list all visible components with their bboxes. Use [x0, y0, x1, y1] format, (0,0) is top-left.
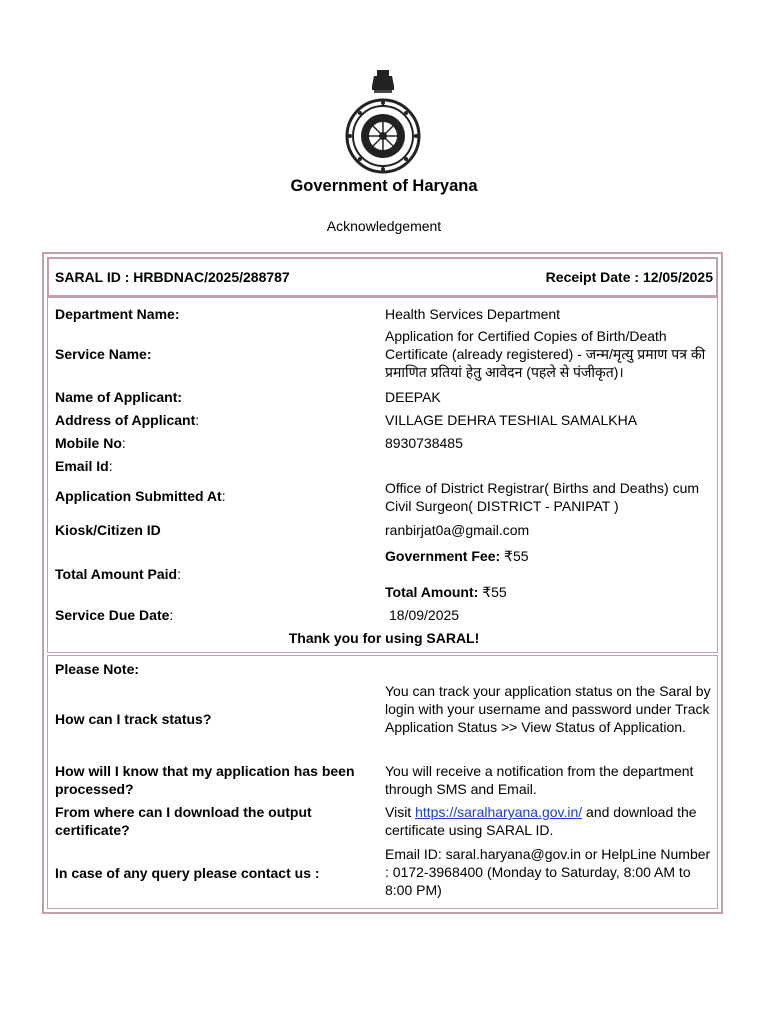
- page-subtitle: Acknowledgement: [326, 218, 442, 234]
- email-label: Email Id: [55, 458, 109, 474]
- receipt-date: Receipt Date : 12/05/2025: [545, 269, 713, 285]
- faq-question-processed: How will I know that my application has been processed?: [55, 763, 355, 797]
- submitted-value: Office of District Registrar( Births and Deaths) cum Civil Surgeon( DISTRICT - PANIPAT ): [385, 480, 700, 514]
- department-value: Health Services Department: [385, 306, 561, 322]
- total-amount-value: ₹55: [482, 584, 507, 600]
- due-label-row: [55, 606, 173, 624]
- mobile-label-row: [55, 434, 126, 452]
- faq-answer-processed: You will receive a notification from the department through SMS and Email.: [385, 763, 694, 797]
- faq-question-download: From where can I download the output certificate?: [55, 804, 312, 838]
- address-label-row: [55, 411, 199, 429]
- due-label: Service Due Date: [55, 607, 170, 623]
- applicant-label: Name of Applicant:: [55, 389, 183, 405]
- total-amount-label: Total Amount:: [385, 584, 479, 600]
- faq-answer-track: You can track your application status on the Saral by login with your username and password under Track Application Status >> View Status of Application.: [385, 683, 711, 735]
- service-value: Application for Certified Copies of Birth/Death Certificate (already registered) - जन्म/मृत्यु प्रमाण पत्र की प्रमाणित प्रतियां हेतु आवेदन (पहले से पंजीकृत)।: [385, 328, 706, 380]
- address-value: VILLAGE DEHRA TESHIAL SAMALKHA: [385, 412, 638, 428]
- gov-fee-row: [385, 547, 529, 565]
- due-colon: :: [169, 607, 174, 623]
- thank-you-message: Thank you for using SARAL!: [288, 630, 480, 646]
- kiosk-label: Kiosk/Citizen ID: [55, 522, 161, 538]
- department-label: Department Name:: [55, 306, 180, 322]
- page-title: Government of Haryana: [290, 177, 478, 195]
- total-paid-label: Total Amount Paid: [55, 566, 178, 582]
- faq-question-track: How can I track status?: [55, 711, 212, 727]
- faq-answer-contact: Email ID: saral.haryana@gov.in or HelpLine Number : 0172-3968400 (Monday to Saturday, 8:00 AM to 8:00 PM): [385, 846, 711, 898]
- address-colon: :: [195, 412, 200, 428]
- service-label: Service Name:: [55, 346, 152, 362]
- kiosk-value: ranbirjat0a@gmail.com: [385, 522, 530, 538]
- faq-question-contact: In case of any query please contact us :: [55, 865, 320, 881]
- gov-fee-value: ₹55: [504, 548, 529, 564]
- email-label-row: [55, 457, 113, 475]
- mobile-label: Mobile No: [55, 435, 122, 451]
- total-amount-row: [385, 583, 507, 601]
- faq-answer-download: [385, 803, 713, 839]
- faq-answer-download-pre: Visit: [385, 804, 416, 820]
- note-heading: Please Note:: [55, 661, 140, 677]
- haryana-emblem-icon: [343, 68, 423, 174]
- saral-id: SARAL ID : HRBDNAC/2025/288787: [55, 269, 290, 285]
- mobile-value: 8930738485: [385, 435, 463, 451]
- email-colon: :: [108, 458, 113, 474]
- due-value: 18/09/2025: [389, 607, 460, 623]
- mobile-colon: :: [121, 435, 126, 451]
- gov-fee-label: Government Fee:: [385, 548, 501, 564]
- submitted-colon: :: [221, 488, 226, 504]
- saral-portal-link[interactable]: https://saralharyana.gov.in/: [415, 804, 583, 820]
- total-paid-label-row: [55, 565, 181, 583]
- submitted-label: Application Submitted At: [55, 488, 222, 504]
- address-label: Address of Applicant: [55, 412, 196, 428]
- submitted-label-row: [55, 487, 226, 505]
- faq-answer-download-post: and download the certificate using SARAL ID.: [385, 804, 697, 838]
- total-paid-colon: :: [177, 566, 181, 582]
- applicant-value: DEEPAK: [385, 389, 441, 405]
